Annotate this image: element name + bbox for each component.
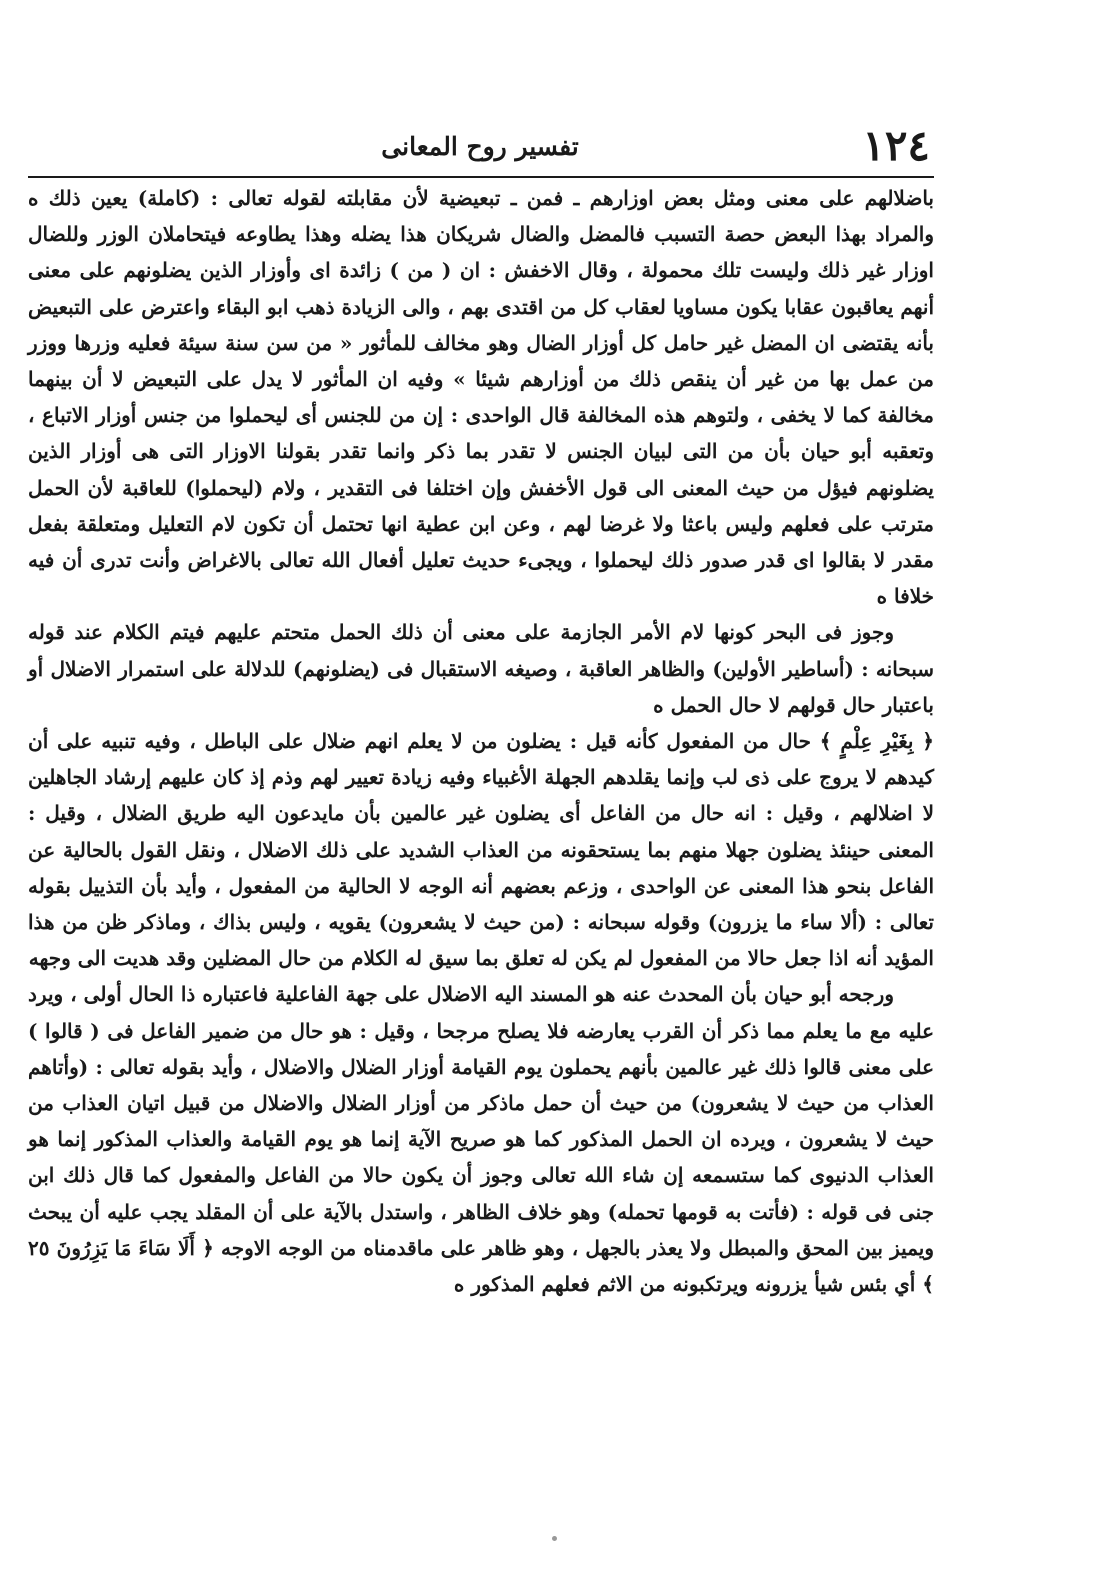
page-header [30, 122, 930, 174]
scan-mark [552, 1536, 557, 1541]
paragraph-3: ﴿ بِغَيْرِ عِلْمٍ ﴾ حال من المفعول كأنه قيل : يضلون من لا يعلم انهم ضلال على الباطل ، وفيه تنبيه على أن كيدهم لا يروج على ذى لب وإنما يقلدهم الجهلة الأغبياء وفيه زيادة تعيير لهم وذم إذ كان عليهم إرشاد الجاهلين لا اضلالهم ، وقيل : انه حال من الفاعل أى يضلون غير عالمين بأن مايدعون اليه طريق الضلال ، وقيل : المعنى حينئذ يضلون جهلا منهم بما يستحقونه من العذاب الشديد على ذلك الاضلال ، ونقل القول بالحالية عن الفاعل بنحو هذا المعنى عن الواحدى ، وزعم بعضهم أنه الوجه لا الحالية من المفعول ، وأيد بأن التذييل بقوله تعالى : (ألا ساء ما يزرون) وقوله سبحانه : (من حيث لا يشعرون) يقويه ، وليس بذاك ، وماذكر ظن من هذا المؤيد أنه اذا جعل حالا من المفعول لم يكن له تعلق بما سيق له الكلام من حال المضلين وقد هديت الى وجهه [28, 729, 934, 971]
body-text [28, 180, 934, 1302]
paragraph-4: ورجحه أبو حيان بأن المحدث عنه هو المسند اليه الاضلال على جهة الفاعلية فاعتباره ذا الحال أولى ، ويرد عليه مع ما يعلم مما ذكر أن القرب يعارضه فلا يصلح مرجحا ، وقيل : هو حال من ضمير الفاعل فى ( قالوا ) على معنى قالوا ذلك غير عالمين بأنهم يحملون يوم القيامة أوزار الضلال والاضلال ، وأيد بقوله تعالى : (وأتاهم العذاب من حيث لا يشعرون) من حيث أن حمل ماذكر من أوزار الضلال والاضلال من قبيل اتيان العذاب من حيث لا يشعرون ، ويرده ان الحمل المذكور كما هو صريح الآية إنما هو يوم القيامة والعذاب المذكور إنما هو العذاب الدنيوى كما ستسمعه إن شاء الله تعالى وجوز أن يكون حالا من الفاعل والمفعول كما قال ذلك ابن جنى فى قوله : (فأتت به قومها تحمله) وهو خلاف الظاهر ، واستدل بالآية على أن المقلد يجب عليه أن يبحث ويميز بين المحق والمبطل ولا يعذر بالجهل ، وهو ظاهر على ماقدمناه من الوجه الاوجه ﴿ أَلَا سَاءَ مَا يَزِرُونَ ٢٥ ﴾ أي بئس شيأ يزرونه ويرتكبونه من الاثم فعلهم المذكور ه [28, 982, 934, 1297]
running-title: تفسير روح المعانى [381, 132, 579, 161]
paragraph-2: وجوز فى البحر كونها لام الأمر الجازمة على معنى أن ذلك الحمل متحتم عليهم فيتم الكلام عند قوله سبحانه : (أساطير الأولين) والظاهر العاقبة ، وصيغه الاستقبال فى (يضلونهم) للدلالة على استمرار الاضلال أو باعتبار حال قولهم لا حال الحمل ه [28, 620, 934, 717]
page-number: ١٢٤ [862, 121, 930, 170]
header-rule [28, 176, 934, 178]
paragraph-1: باضلالهم على معنى ومثل بعض اوزارهم ـ فمن ـ تبعيضية لأن مقابلته لقوله تعالى : (كاملة) يعين ذلك ه والمراد بهذا البعض حصة التسبب فالمضل والضال شريكان هذا يضله وهذا يطاوعه فيتحاملان الوزر وللضال اوزار غير ذلك وليست تلك محمولة ، وقال الاخفش : ان ( من ) زائدة اى وأوزار الذين يضلونهم على معنى أنهم يعاقبون عقابا يكون مساويا لعقاب كل من اقتدى بهم ، والى الزيادة ذهب ابو البقاء واعترض على التبعيض بأنه يقتضى ان المضل غير حامل كل أوزار الضال وهو مخالف للمأثور « من سن سنة سيئة فعليه وزرها ووزر من عمل بها من غير أن ينقص ذلك من أوزارهم شيئا » وفيه ان المأثور لا يدل على التبعيض لا أن بينهما مخالفة كما لا يخفى ، ولتوهم هذه المخالفة قال الواحدى : إن من للجنس أى ليحملوا من جنس أوزار الاتباع ، وتعقبه أبو حيان بأن من التى لبيان الجنس لا تقدر بما ذكر وانما تقدر بقولنا الاوزار التى هى أوزار الذين يضلونهم فيؤل من حيث المعنى الى قول الأخفش وإن اختلفا فى التقدير ، ولام (ليحملوا) للعاقبة لأن الحمل مترتب على فعلهم وليس باعثا ولا غرضا لهم ، وعن ابن عطية انها تحتمل أن تكون لام التعليل ومتعلقة بفعل مقدر لا بقالوا اى قدر صدور ذلك ليحملوا ، ويجىء حديث تعليل أفعال الله تعالى بالاغراض وأنت تدرى أن فيه خلافا ه [28, 186, 934, 609]
